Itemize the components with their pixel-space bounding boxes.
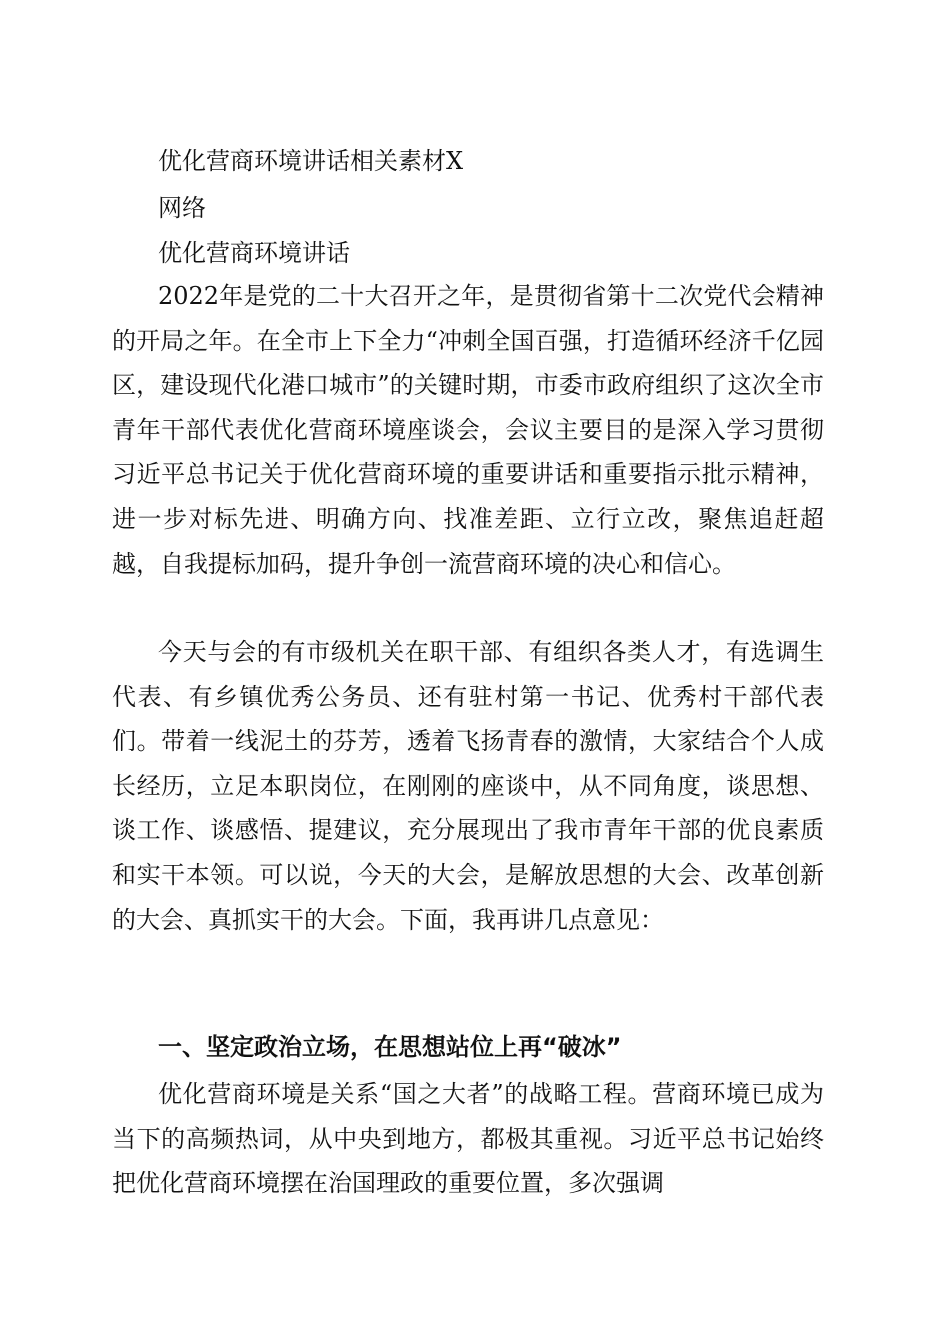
document-title: 优化营商环境讲话相关素材X bbox=[158, 147, 464, 175]
paragraph-attendees: 今天与会的有市级机关在职干部、有组织各类人才，有选调生代表、有乡镇优秀公务员、还有驻村第一书记、优秀村干部代表们。带着一线泥土的芬芳，透着飞扬青春的激情，大家结合个人成长经历，立足本职岗位，在刚刚的座谈中，从不同角度，谈思想、谈工作、谈感悟、提建议，充分展现出了我市青年干部的优良素质和实干本领。可以说，今天的大会，是解放思想的大会、改革创新的大会、真抓实干的大会。下面，我再讲几点意见： bbox=[112, 638, 824, 934]
section-paragraph: 优化营商环境是关系“国之大者”的战略工程。营商环境已成为当下的高频热词，从中央到地方，都极其重视。习近平总书记始终把优化营商环境摆在治国理政的重要位置，多次强调 bbox=[112, 1080, 824, 1198]
document-subtitle: 优化营商环境讲话 bbox=[158, 239, 350, 267]
document-source: 网络 bbox=[158, 194, 206, 222]
paragraph-intro: 2022年是党的二十大召开之年，是贯彻省第十二次党代会精神的开局之年。在全市上下全力“冲刺全国百强，打造循环经济千亿园区，建设现代化港口城市”的关键时期，市委市政府组织了这次全市青年干部代表优化营商环境座谈会，会议主要目的是深入学习贯彻习近平总书记关于优化营商环境的重要讲话和重要指示批示精神，进一步对标先进、明确方向、找准差距、立行立改，聚焦追赶超越，自我提标加码，提升争创一流营商环境的决心和信心。 bbox=[112, 282, 824, 578]
section-heading: 一、坚定政治立场，在思想站位上再“破冰” bbox=[158, 1033, 622, 1061]
